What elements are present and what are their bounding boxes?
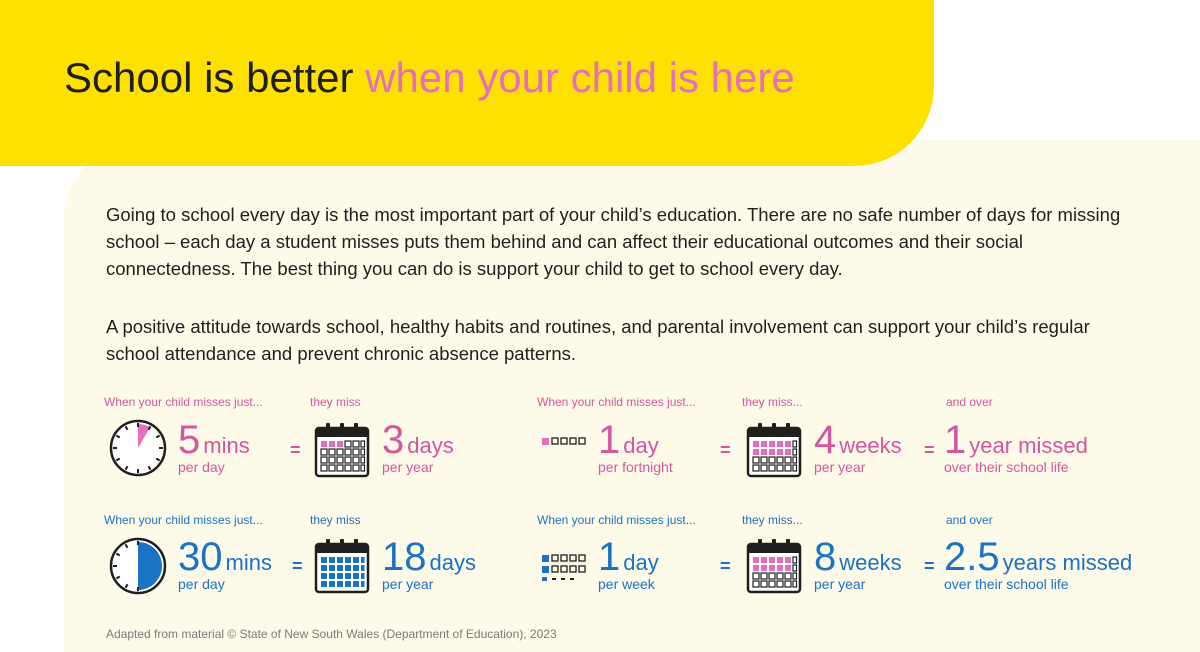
footer-credit: Adapted from material © State of New South Wales (Department of Education), 2023: [106, 627, 557, 641]
result-stat: [814, 537, 902, 591]
result-period: per year: [814, 576, 866, 592]
misses-value: 30: [178, 535, 223, 579]
total-value: 1: [944, 418, 967, 462]
intro-paragraph-2: A positive attitude towards school, healthy habits and routines, and parental involvement can support your child’s regular school attendance and prevent chronic absence patterns.: [106, 316, 1090, 364]
misses-label: When your child misses just...: [537, 513, 696, 527]
result-unit: weeks: [839, 550, 902, 575]
misses-stat: [178, 537, 272, 591]
result-stat: [814, 420, 902, 474]
misses-period: per day: [178, 459, 225, 475]
calendar-icon: [314, 538, 370, 594]
total-value: 2.5: [944, 535, 1000, 579]
misses-value: 1: [598, 418, 621, 462]
calendar-icon: [746, 538, 802, 594]
misses-stat: [178, 420, 250, 474]
calendar-icon: [314, 422, 370, 478]
result-value: 3: [382, 418, 405, 462]
misses-unit: day: [623, 550, 659, 575]
result-stat: [382, 420, 454, 474]
result-value: 4: [814, 418, 837, 462]
day-squares-icon: [541, 436, 589, 448]
title-part1: School is better: [64, 54, 354, 101]
equals-sign: =: [924, 440, 935, 460]
misses-value: 1: [598, 535, 621, 579]
they-miss-label: they miss...: [742, 513, 803, 527]
total-stat: [944, 537, 1132, 591]
misses-unit: day: [623, 433, 659, 458]
equals-sign: =: [720, 440, 731, 460]
result-period: per year: [382, 576, 434, 592]
total-unit: years missed: [1002, 550, 1133, 575]
and-over-label: and over: [946, 513, 993, 527]
misses-period: per week: [598, 576, 655, 592]
misses-value: 5: [178, 418, 201, 462]
title-part2: when your child is here: [365, 54, 795, 101]
they-miss-label: they miss: [310, 513, 361, 527]
clock-icon: [108, 418, 168, 478]
result-stat: [382, 537, 476, 591]
result-period: per year: [814, 459, 866, 475]
misses-stat: [598, 420, 673, 474]
total-period: over their school life: [944, 576, 1069, 592]
equals-sign: =: [720, 556, 731, 576]
calendar-icon: [746, 422, 802, 478]
page-title: [64, 54, 795, 102]
result-unit: days: [429, 550, 476, 575]
misses-period: per fortnight: [598, 459, 673, 475]
misses-label: When your child misses just...: [104, 513, 263, 527]
total-stat: [944, 420, 1088, 474]
misses-unit: mins: [203, 433, 250, 458]
misses-stat: [598, 537, 659, 591]
total-period: over their school life: [944, 459, 1069, 475]
misses-period: per day: [178, 576, 225, 592]
misses-label: When your child misses just...: [537, 395, 696, 409]
and-over-label: and over: [946, 395, 993, 409]
equals-sign: =: [924, 556, 935, 576]
misses-label: When your child misses just...: [104, 395, 263, 409]
clock-icon: [108, 536, 168, 596]
misses-unit: mins: [225, 550, 272, 575]
result-unit: days: [407, 433, 454, 458]
day-squares-icon: [541, 553, 591, 583]
total-unit: year missed: [969, 433, 1088, 458]
result-period: per year: [382, 459, 434, 475]
result-value: 8: [814, 535, 837, 579]
equals-sign: =: [290, 440, 301, 460]
result-unit: weeks: [839, 433, 902, 458]
intro-paragraph-1: Going to school every day is the most important part of your child’s education. There are no safe number of days for missing school – each day a student misses puts them behind and can affect their educational outcomes and their social connectedness. The best thing you can do is support your child to get to school every day.: [106, 204, 1121, 279]
result-value: 18: [382, 535, 427, 579]
they-miss-label: they miss...: [742, 395, 803, 409]
equals-sign: =: [292, 556, 303, 576]
they-miss-label: they miss: [310, 395, 361, 409]
